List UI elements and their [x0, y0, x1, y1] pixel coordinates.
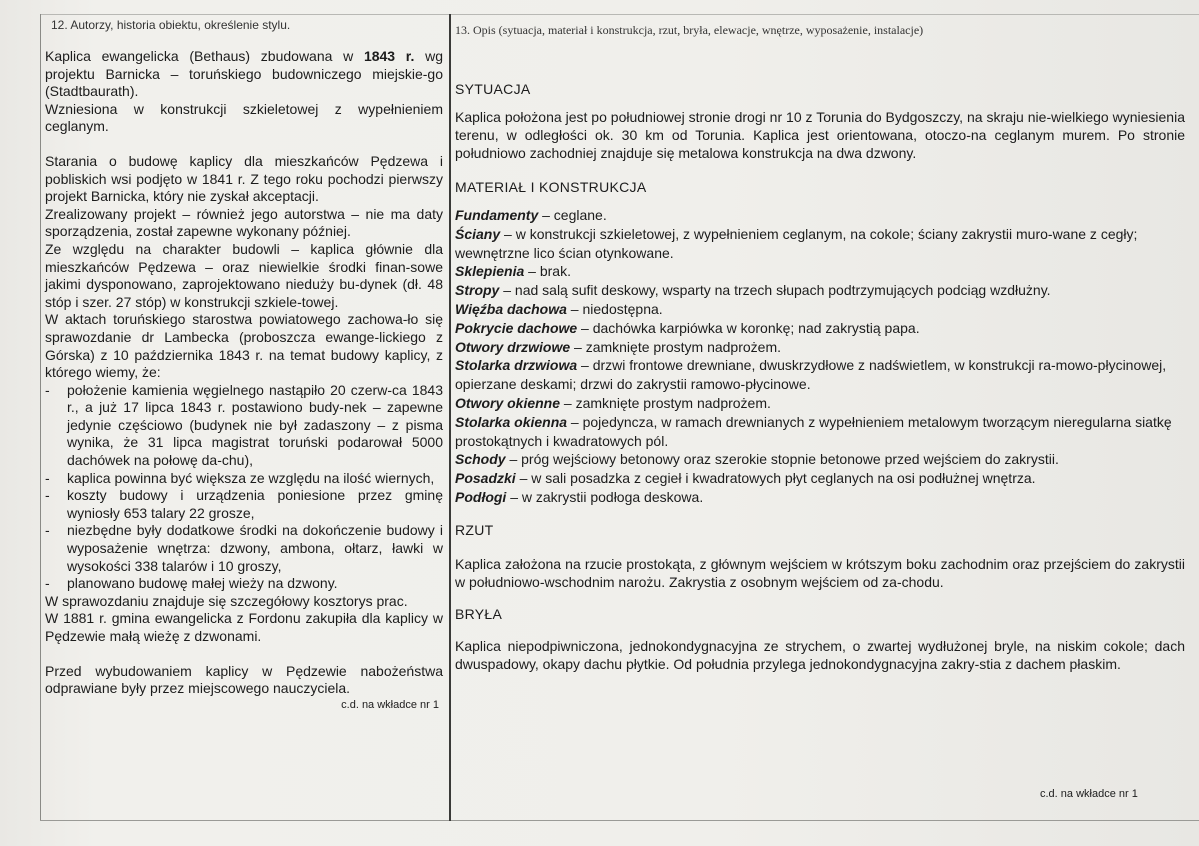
left-column: [45, 16, 443, 712]
list-item: Otwory okienne – zamknięte prostym nadprożem.: [455, 394, 771, 411]
section-13-header: 13. Opis (sytuacja, materiał i konstrukcja, rzut, bryła, elewacje, wnętrze, wyposażenie, instalacje): [455, 23, 924, 37]
list-item: Fundamenty – ceglane.: [455, 207, 607, 223]
paragraph-before: Przed wybudowaniem kaplicy w Pędzewie nabożeństwa odprawiane były przez miejscowego nauczyciela.: [45, 662, 443, 697]
section-12-header: 12. Autorzy, historia obiektu, określenie stylu.: [51, 18, 291, 32]
list-item: Schody – próg wejściowy betonowy oraz szerokie stopnie betonowe przed wejściem do zakrystii.: [455, 451, 1059, 468]
bullet-dash: -: [45, 522, 50, 539]
list-item: - niezbędne były dodatkowe środki na dokończenie budowy i wyposażenie wnętrza: dzwony, ambona, ołtarz, ławki w wysokości 338 talarów i 10 groszy,: [45, 522, 443, 574]
intro-text: Kaplica ewangelicka (Bethaus) zbudowana w: [45, 48, 354, 64]
list-item: Stropy – nad salą sufit deskowy, wsparty na trzech słupach podtrzymujących podciąg wzdłużny.: [455, 282, 1051, 299]
paragraph-rzut: Kaplica założona na rzucie prostokąta, z głównym wejściem w krótszym boku zachodnim oraz przejściem do zakrystii w południowo-wschodnim narożu. Zakrystia z osobnym wejściem od za-chodu.: [455, 555, 1185, 590]
heading-rzut: RZUT: [455, 521, 494, 538]
continued-note-right: c.d. na wkładce nr 1: [1040, 788, 1138, 800]
list-item: - kaplica powinna być większa ze względu na ilość wiernych,: [45, 469, 435, 486]
heading-material: MATERIAŁ I KONSTRUKCJA: [455, 179, 647, 195]
list-item: Podłogi – w zakrystii podłoga deskowa.: [455, 488, 704, 505]
heading-bryla: BRYŁA: [455, 605, 503, 622]
paragraph-project: Zrealizowany projekt – również jego autorstwa – nie ma daty sporządzenia, został zapewne wykonany później.: [45, 205, 443, 240]
list-item: Więźba dachowa – niedostępna.: [455, 300, 663, 317]
list-item: Sklepienia – brak.: [455, 263, 571, 280]
bullet-dash: -: [45, 469, 50, 486]
paragraph-tower: W 1881 r. gmina ewangelicka z Fordonu zakupiła dla kaplicy w Pędzewie małą wieżę z dzwonami.: [45, 610, 443, 644]
right-column: [455, 22, 1185, 673]
intro-rest: wg projektu Barnicka – toruńskiego budowniczego miejskie-go (Stadtbaurath).: [45, 48, 443, 100]
paragraph-report: W aktach toruńskiego starostwa powiatowego zachowa-ło się sprawozdanie dr Lambecka (proboszcza ewange-lickiego z Górska) z 10 października 1843 r. na temat budowy kaplicy, z którego wiemy, że:: [45, 311, 443, 381]
paragraph-construction: Wzniesiona w konstrukcji szkieletowej z wypełnieniem ceglanym.: [45, 100, 443, 135]
continued-note-left: c.d. na wkładce nr 1: [341, 698, 439, 711]
list-item: Ściany – w konstrukcji szkieletowej, z wypełnieniem ceglanym, na cokole; ściany zakrystii muro-wane z cegły; wewnętrzne lico ścian otynkowane.: [455, 225, 1138, 261]
paragraph-cost-estimate: W sprawozdaniu znajduje się szczegółowy kosztorys prac.: [45, 592, 408, 609]
list-item: Stolarka drzwiowa – drzwi frontowe drewniane, dwuskrzydłowe z nadświetlem, w konstrukcji ra-mowo-płycinowej, opierzane deskami; drzwi do zakrystii ramowo-płycinowe.: [455, 357, 1167, 393]
list-item: Pokrycie dachowe – dachówka karpiówka w koronkę; nad zakrystią papa.: [455, 319, 920, 336]
frame-left-line: [40, 14, 41, 821]
bullet-dash: -: [45, 381, 50, 398]
bullet-dash: -: [45, 575, 50, 592]
paragraph-sytuacja: Kaplica położona jest po południowej stronie drogi nr 10 z Torunia do Bydgoszczy, na skraju nie-wielkiego wyniesienia terenu, w odległości ok. 30 km od Torunia. Kaplica jest orientowana, otoczo-na ceglanym murem. Po stronie południowo zachodniej znajduje się metalowa konstrukcja na dwa dzwony.: [455, 109, 1185, 161]
list-item: Stolarka okienna – pojedyncza, w ramach drewnianych z wypełnieniem metalowym tworzącym nieregularna siatkę prostokątnych i kwadratowych pól.: [455, 413, 1172, 449]
column-divider: [449, 14, 451, 821]
paragraph-intro: [45, 48, 443, 101]
material-list: [455, 206, 1185, 507]
paragraph-character: Ze względu na charakter budowli – kaplica głównie dla mieszkańców Pędzewa – oraz niewielkie środki finan-sowe jakimi dysponowano, zaprojektowano nieduży bu-dynek (dł. 48 stóp i szer. 27 stóp) w konstrukcji szkiele-towej.: [45, 240, 443, 310]
list-item: Otwory drzwiowe – zamknięte prostym nadprożem.: [455, 338, 781, 355]
heading-sytuacja: SYTUACJA: [455, 81, 531, 97]
paragraph-efforts: Starania o budowę kaplicy dla mieszkańców Pędzewa i pobliskich wsi podjęto w 1841 r. Z tego roku pochodzi pierwszy projekt Barnicka, który nie zyskał akceptacji.: [45, 152, 443, 205]
paragraph-bryla: Kaplica niepodpiwniczona, jednokondygnacyjna ze strychem, o zwartej wydłużonej bryle, na niskim cokole; dach dwuspadowy, okapy dachu płytkie. Od południa przylega jednokondygnacyjna zakry-stia z dachem płaskim.: [455, 637, 1185, 672]
list-item: - koszty budowy i urządzenia poniesione przez gminę wyniosły 653 talary 22 grosze,: [45, 487, 443, 521]
list-item: Posadzki – w sali posadzka z cegieł i kwadratowych płyt ceglanych na osi podłużnej wnętrza.: [455, 470, 1036, 487]
report-bullet-list: [45, 382, 443, 593]
frame-bottom-line: [40, 820, 1199, 821]
year-highlight: 1843 r.: [363, 48, 415, 64]
frame-top-line: [40, 14, 1199, 15]
bullet-dash: -: [45, 487, 50, 504]
list-item: - położenie kamienia węgielnego nastąpiło 20 czerw-ca 1843 r., a już 17 lipca 1843 r. postawiono budy-nek – zapewne jedynie częściowo (budynek nie był zadaszony – z pisma wynika, że 31 lipca magistrat toruński podarował 5000 dachówek na połowę da-chu),: [45, 381, 443, 469]
list-item: - planowano budowę małej wieży na dzwony.: [45, 575, 338, 592]
